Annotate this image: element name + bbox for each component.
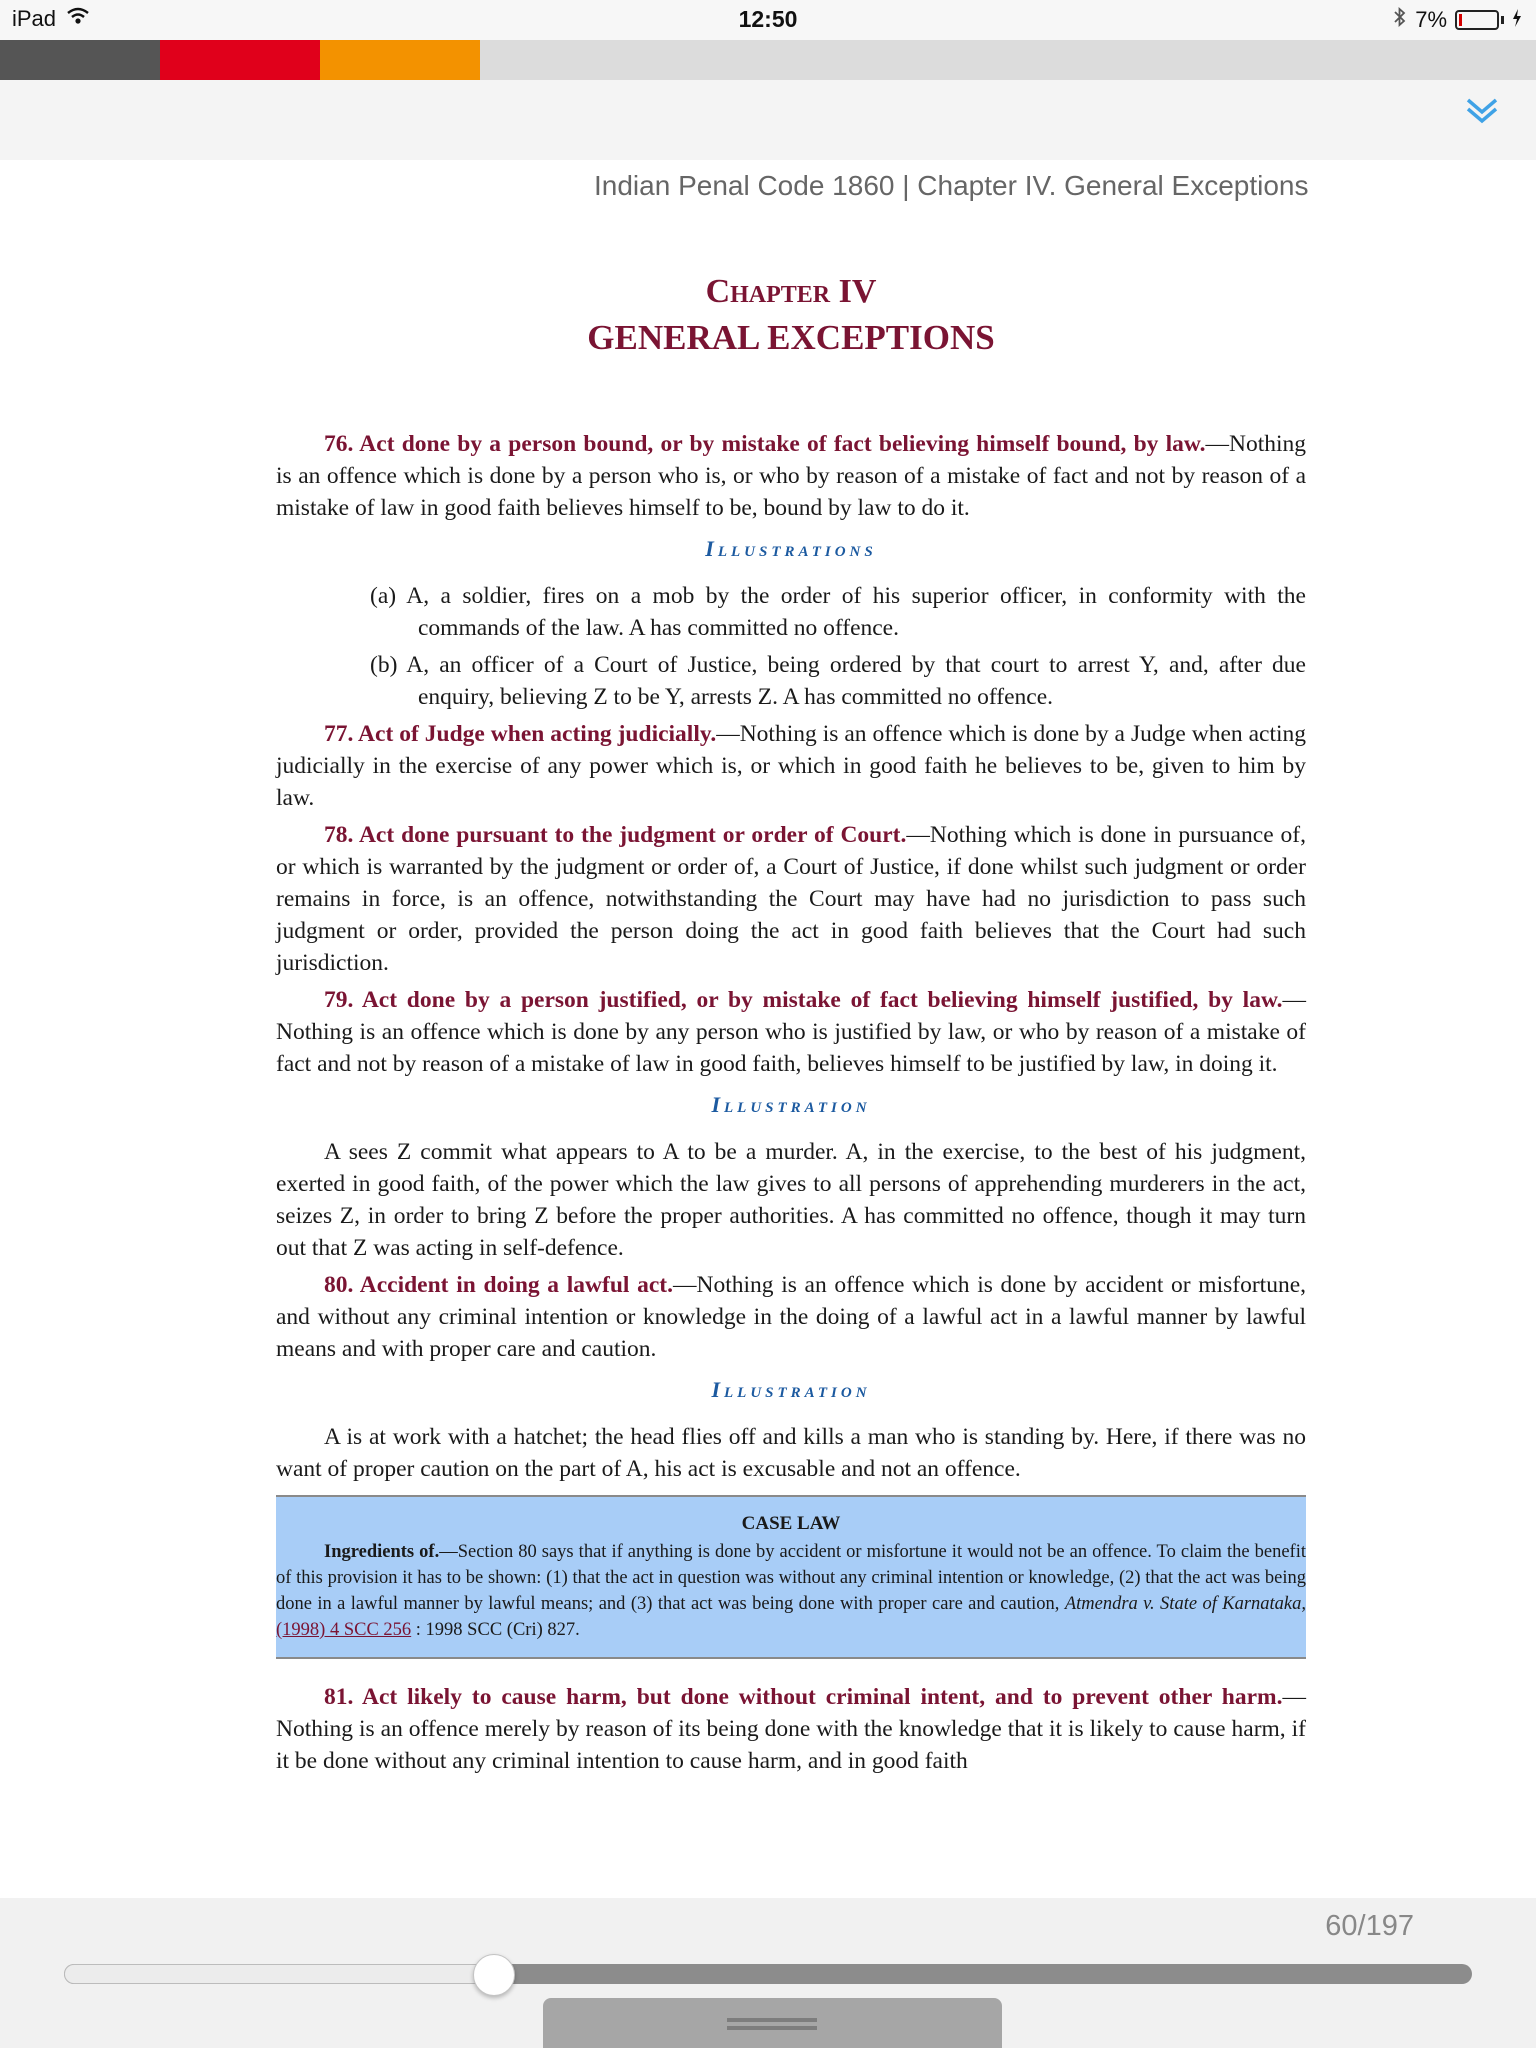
- case-law-text: [276, 1539, 1306, 1643]
- grip-line: [727, 2026, 817, 2030]
- case-law-box: [276, 1495, 1306, 1659]
- status-right: [1393, 6, 1522, 34]
- section-76: [276, 428, 1306, 524]
- illustration-heading-79: Illustration: [711, 1092, 871, 1117]
- battery-icon: [1455, 10, 1499, 30]
- collapse-button[interactable]: [1462, 90, 1502, 130]
- status-time: 12:50: [738, 6, 798, 32]
- illustration-b: [276, 649, 1306, 713]
- color-tab-gray[interactable]: [0, 40, 160, 80]
- chapter-title: GENERAL EXCEPTIONS: [587, 318, 995, 357]
- running-header: Indian Penal Code 1860 | Chapter IV. General Exceptions: [594, 170, 1309, 201]
- section-79-heading: 79. Act done by a person justified, or by mistake of fact believing himself justified, by law.: [324, 987, 1283, 1013]
- battery-percent: 7%: [1415, 7, 1447, 32]
- illustration-b-text: A, an officer of a Court of Justice, being ordered by that court to arrest Y, and, after due enquiry, believing Z to be Y, arrests Z. A has committed no offence.: [406, 652, 1306, 710]
- color-tab-orange[interactable]: [320, 40, 480, 80]
- color-tabs: [0, 40, 1536, 80]
- page-content: [276, 270, 1306, 1782]
- top-toolbar: [0, 80, 1536, 160]
- section-76-text: —Nothing is an offence which is done by a person who is, or who by reason of a mistake of fact and not by reason of a mistake of law in good faith believes himself to be, bound by law to do it.: [276, 431, 1306, 521]
- section-79: [276, 984, 1306, 1080]
- battery-tip: [1501, 16, 1504, 24]
- section-78: [276, 819, 1306, 979]
- section-80: [276, 1269, 1306, 1365]
- case-citation: Atmendra v. State of Karnataka,: [1064, 1594, 1307, 1614]
- page-slider-progress: [64, 1964, 493, 1984]
- section-77-text: —Nothing is an offence which is done by a Judge when acting judicially in the exercise of any power which is, or which in good faith he believes to be, given to him by law.: [276, 721, 1307, 811]
- section-76-heading: 76. Act done by a person bound, or by mistake of fact believing himself bound, by law.: [324, 431, 1206, 457]
- illustration-a-text: A, a soldier, fires on a mob by the order of his superior officer, in conformity with the commands of the law. A has committed no offence.: [406, 583, 1306, 641]
- illustration-80: A is at work with a hatchet; the head flies off and kills a man who is standing by. Here, if there was no want of proper caution on the part of A, his act is excusable and not an offence.: [276, 1424, 1306, 1482]
- section-81-heading: 81. Act likely to cause harm, but done without criminal intent, and to prevent other harm.: [324, 1684, 1283, 1710]
- case-law-title: CASE LAW: [741, 1513, 841, 1534]
- citation-rest: : 1998 SCC (Cri) 827.: [415, 1620, 580, 1640]
- drawer-handle[interactable]: [543, 1998, 1002, 2048]
- charging-icon: [1512, 7, 1522, 33]
- section-80-text: —Nothing is an offence which is done by accident or misfortune, and without any criminal intention or knowledge in the doing of a lawful act in a lawful manner by lawful means and with proper care and caution.: [276, 1272, 1306, 1362]
- illustration-79: A sees Z commit what appears to A to be a murder. A, in the exercise, to the best of his judgment, exerted in good faith, of the power which the law gives to all persons of apprehending murderers in the act, seizes Z, in order to bring Z before the proper authorities. A has committed no offence, though it may turn out that Z was acting in self-defence.: [276, 1139, 1306, 1261]
- case-law-body: —Section 80 says that if anything is done by accident or misfortune it would not be an offence. To claim the benefit of this provision it has to be shown: (1) that the act in question was without any criminal intention or knowledge, (2) that the act was being done in a lawful manner by lawful means; and (3) that act was being done with proper care and caution,: [276, 1542, 1306, 1614]
- section-80-heading: 80. Accident in doing a lawful act.: [324, 1272, 673, 1298]
- chevron-double-down-icon: [1462, 117, 1502, 134]
- section-78-text: —Nothing which is done in pursuance of, or which is warranted by the judgment or order of, a Court of Justice, if done whilst such judgment or order remains in force, is an offence, notwithstanding the Court may have had no jurisdiction to pass such judgment or order, provided the person doing the act in good faith believes that the Court had such jurisdiction.: [276, 822, 1306, 976]
- device-label: iPad: [12, 6, 57, 31]
- section-81-text: —Nothing is an offence merely by reason of its being done with the knowledge that it is likely to cause harm, if it be done without any criminal intention to cause harm, and in good faith: [276, 1684, 1306, 1774]
- section-79-text: —Nothing is an offence which is done by any person who is justified by law, or who by reason of a mistake of fact and not by reason of a mistake of law in good faith, believes himself to be justified by law, in doing it.: [276, 987, 1306, 1077]
- page-counter: 60/197: [1325, 1910, 1414, 1942]
- section-77-heading: 77. Act of Judge when acting judicially.: [324, 721, 717, 747]
- citation-link[interactable]: (1998) 4 SCC 256: [276, 1620, 412, 1640]
- illustration-a: [276, 580, 1306, 644]
- illustration-a-label: (a): [370, 583, 397, 609]
- battery-level: [1459, 14, 1462, 26]
- illustration-heading-80: Illustration: [711, 1377, 871, 1402]
- page-slider-thumb[interactable]: [473, 1954, 515, 1996]
- illustration-b-label: (b): [370, 652, 398, 678]
- section-81: [276, 1681, 1306, 1777]
- chapter-label: Chapter IV: [705, 273, 877, 310]
- bottom-bar: [0, 1898, 1536, 2048]
- color-tab-red[interactable]: [160, 40, 320, 80]
- illustrations-heading: Illustrations: [705, 536, 877, 561]
- bluetooth-icon: [1393, 6, 1407, 34]
- grip-line: [727, 2018, 817, 2022]
- case-law-lead: Ingredients of.: [324, 1542, 440, 1562]
- section-78-heading: 78. Act done pursuant to the judgment or order of Court.: [324, 822, 907, 848]
- section-77: [276, 718, 1306, 814]
- status-bar: [0, 0, 1536, 40]
